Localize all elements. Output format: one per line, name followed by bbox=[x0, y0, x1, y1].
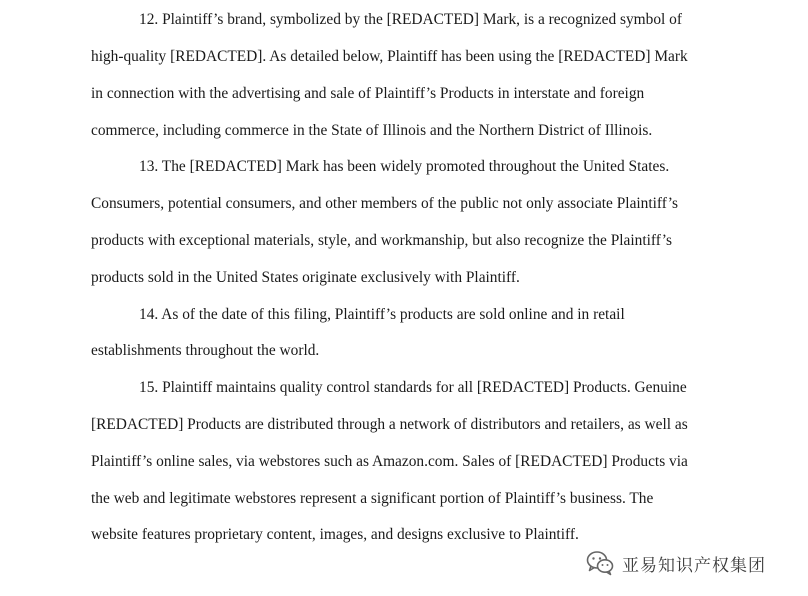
paragraph-13-line-4: products sold in the United States originate exclusively with Plaintiff. bbox=[91, 269, 520, 286]
paragraph-12-line-3: in connection with the advertising and sale of Plaintiff’s Products in interstate and foreign bbox=[91, 85, 645, 102]
watermark bbox=[586, 548, 766, 578]
paragraph-14-line-1: 14. As of the date of this filing, Plaintiff’s products are sold online and in retail bbox=[139, 306, 625, 323]
paragraph-12-line-2: high-quality [REDACTED]. As detailed below, Plaintiff has been using the [REDACTED] Mark bbox=[91, 48, 688, 65]
paragraph-15-line-2: [REDACTED] Products are distributed through a network of distributors and retailers, as well as bbox=[91, 416, 688, 433]
watermark-text: 亚易知识产权集团 bbox=[622, 555, 766, 576]
paragraph-12-line-4: commerce, including commerce in the State of Illinois and the Northern District of Illinois. bbox=[91, 122, 653, 139]
paragraph-15-line-4: the web and legitimate webstores represent a significant portion of Plaintiff’s business. The bbox=[91, 490, 654, 507]
paragraph-13-line-1: 13. The [REDACTED] Mark has been widely promoted throughout the United States. bbox=[139, 158, 670, 175]
paragraph-13-line-3: products with exceptional materials, style, and workmanship, but also recognize the Plaintiff’s bbox=[91, 232, 672, 249]
paragraph-15-line-1: 15. Plaintiff maintains quality control standards for all [REDACTED] Products. Genuine bbox=[139, 379, 687, 396]
paragraph-12-line-1: 12. Plaintiff’s brand, symbolized by the [REDACTED] Mark, is a recognized symbol of bbox=[139, 11, 682, 28]
paragraph-14-line-2: establishments throughout the world. bbox=[91, 342, 320, 359]
paragraph-15-line-3: Plaintiff’s online sales, via webstores such as Amazon.com. Sales of [REDACTED] Products via bbox=[91, 453, 688, 470]
wechat-icon bbox=[586, 550, 614, 576]
paragraph-13-line-2: Consumers, potential consumers, and other members of the public not only associate Plaintiff’s bbox=[91, 195, 679, 212]
paragraph-15-line-5: website features proprietary content, images, and designs exclusive to Plaintiff. bbox=[91, 526, 579, 543]
